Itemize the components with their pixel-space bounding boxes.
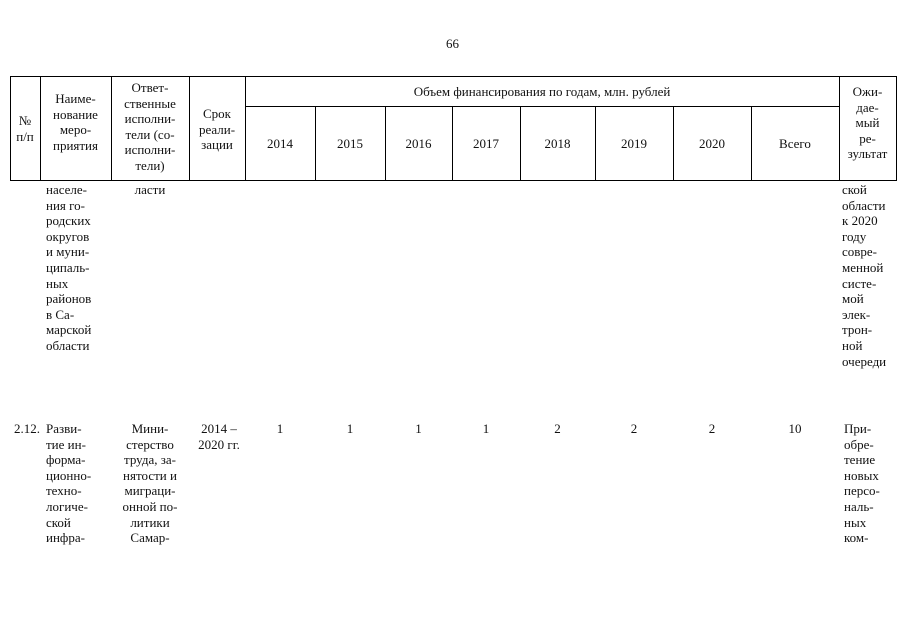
row-term: 2014 – 2020 гг. — [198, 421, 240, 452]
value-2018: 2 — [554, 421, 561, 436]
value-2020: 2 — [708, 421, 716, 436]
value-2014: 1 — [276, 421, 284, 436]
header-year-2018: 2018 — [544, 136, 571, 151]
continuation-result: ской области к 2020 году совре- менной систе- мой элек- трон- ной очереди — [842, 182, 887, 369]
header-year-2019: 2019 — [621, 136, 647, 151]
value-2016: 1 — [415, 421, 422, 436]
table-top-border — [10, 76, 897, 77]
header-result: Ожи- дае- мый ре- зультат — [847, 84, 888, 162]
row-responsible: Мини- стерство труда, за- нятости и миграци- онной по- литики Самар- — [122, 421, 178, 546]
header-funding: Объем финансирования по годам, млн. рублей — [413, 84, 671, 99]
header-total: Всего — [779, 136, 811, 151]
header-year-2020: 2020 — [699, 136, 725, 151]
row-number: 2.12. — [14, 421, 40, 436]
header-year-2016: 2016 — [405, 136, 432, 151]
header-year-2014: 2014 — [267, 136, 293, 151]
value-2019: 2 — [630, 421, 638, 436]
row-name: Разви- тие ин- форма- ционно- техно- логиче- ской инфра- — [46, 421, 92, 546]
header-responsible: Ответ- ственные исполни- тели (со- исполни- тели) — [124, 80, 176, 173]
continuation-responsible: ласти — [134, 182, 166, 197]
header-name: Наиме- нование меро- приятия — [52, 91, 98, 153]
value-2017: 1 — [482, 421, 490, 436]
header-number: № п/п — [16, 113, 34, 144]
value-2015: 1 — [346, 421, 354, 436]
header-term: Срок реали- зации — [198, 106, 236, 153]
funding-subheader-border — [245, 106, 839, 107]
row-result: При- обре- тение новых персо- наль- ных ком- — [844, 421, 880, 546]
header-bottom-border — [10, 180, 897, 181]
page-number: 66 — [446, 36, 459, 51]
header-year-2015: 2015 — [337, 136, 363, 151]
header-year-2017: 2017 — [473, 136, 499, 151]
value-total: 10 — [788, 421, 802, 436]
continuation-name: населе- ния го- родских округов и муни- ципаль- ных районов в Са- марской области — [46, 182, 92, 353]
table-right-border — [896, 76, 897, 180]
